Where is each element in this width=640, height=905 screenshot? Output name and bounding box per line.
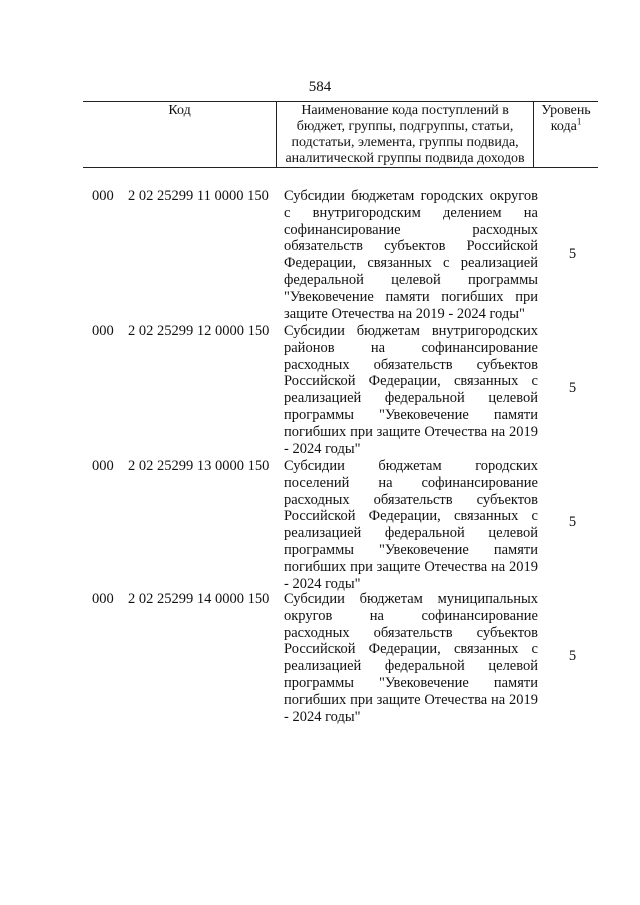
row-description: Субсидии бюджетам муниципальных округов на софинансирование расходных обязательств субъектов Российской Федерации, связанных с реализацией федеральной целевой программы "Увековечение памяти погибших при защите Отечества на 2019 - 2024 годы"	[284, 591, 538, 725]
header-level-label: Уровень кода	[541, 103, 591, 134]
header-code: Код	[83, 102, 277, 168]
row-description: Субсидии бюджетам городских округов с внутригородским делением на софинансирование расходных обязательств субъектов Российской Федерации, связанных с реализацией федеральной целевой программы "Увековечение памяти погибших при защите Отечества на 2019 - 2024 годы"	[284, 188, 538, 322]
row-prefix: 000	[92, 188, 114, 204]
table-header	[83, 101, 598, 168]
header-level	[534, 102, 598, 168]
row-prefix: 000	[92, 458, 114, 474]
row-code: 2 02 25299 13 0000 150	[128, 458, 270, 474]
row-code: 2 02 25299 12 0000 150	[128, 323, 270, 339]
row-code: 2 02 25299 14 0000 150	[128, 591, 270, 607]
header-level-footnote: 1	[576, 116, 582, 127]
row-level: 5	[568, 380, 577, 396]
row-level: 5	[568, 246, 577, 262]
row-level: 5	[568, 648, 577, 664]
row-description: Субсидии бюджетам внутригородских районов на софинансирование расходных обязательств субъектов Российской Федерации, связанных с реализацией федеральной целевой программы "Увековечение памяти погибших при защите Отечества на 2019 - 2024 годы"	[284, 323, 538, 457]
page-number: 584	[308, 79, 332, 95]
row-description: Субсидии бюджетам городских поселений на софинансирование расходных обязательств субъектов Российской Федерации, связанных с реализацией федеральной целевой программы "Увековечение памяти погибших при защите Отечества на 2019 - 2024 годы"	[284, 458, 538, 592]
header-name: Наименование кода поступлений в бюджет, группы, подгруппы, статьи, подстатьи, элемента, группы подвида, аналитической группы подвида доходов	[277, 102, 534, 168]
row-prefix: 000	[92, 323, 114, 339]
row-level: 5	[568, 514, 577, 530]
row-prefix: 000	[92, 591, 114, 607]
row-code: 2 02 25299 11 0000 150	[128, 188, 269, 204]
